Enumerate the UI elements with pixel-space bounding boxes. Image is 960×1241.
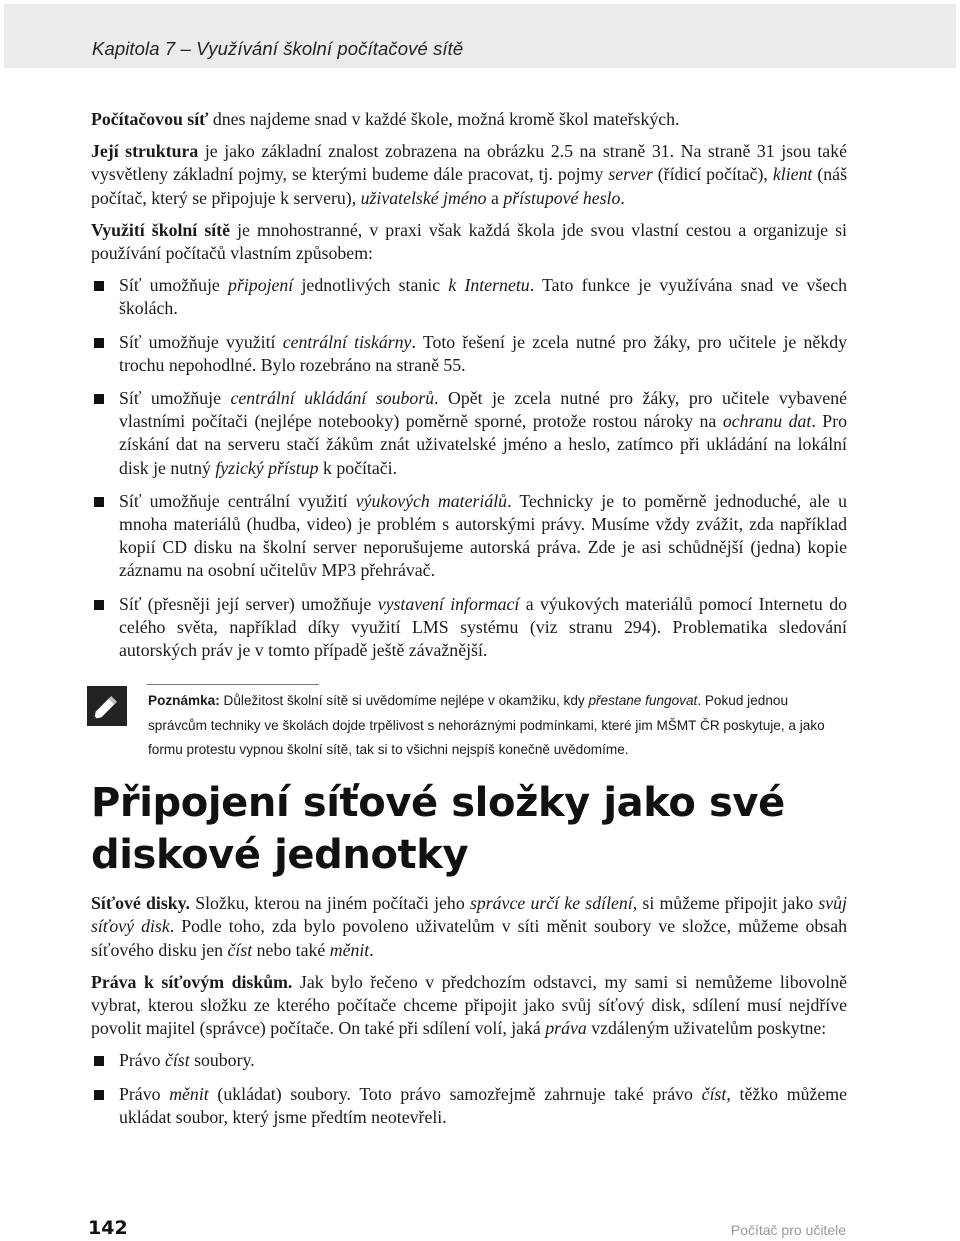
list-item: Síť (přesněji její server) umožňuje vystavení informací a výukových materiálů pomocí Internetu do celého světa, například díky využití LMS systému (viz stranu 294). Problematika sledování autorských práv je v tomto případě ještě závažnější. bbox=[91, 593, 847, 663]
term-italic: klient bbox=[772, 164, 813, 185]
note-divider bbox=[147, 684, 319, 685]
list-item: Právo měnit (ukládat) soubory. Toto právo samozřejmě zahrnuje také právo číst, těžko můžeme ukládat soubor, který jsme předtím neotevřeli. bbox=[91, 1083, 847, 1129]
page-number: 142 bbox=[88, 1217, 128, 1239]
book-title: Počítač pro učitele bbox=[730, 1222, 846, 1238]
network-uses-list bbox=[91, 274, 847, 662]
term-bold: Její struktura bbox=[91, 141, 199, 162]
text: je jako základní znalost zobrazena na obrázku 2.5 na straně 31. Na straně 31 jsou také vysvětleny základní pojmy, se kterými budeme dále pracovat, tj. pojmy bbox=[91, 141, 847, 185]
bullet-square-icon bbox=[94, 394, 104, 404]
page-content bbox=[91, 108, 847, 1139]
bullet-square-icon bbox=[94, 338, 104, 348]
note-text: Poznámka: Důležitost školní sítě si uvědomíme nejlépe v okamžiku, kdy přestane fungovat. Pokud jednou správcům techniky ve školách dojde trpělivost s nehoráznými podmínkami, které jim MŠMT ČR poskytuje, a jako formu protestu vypnou školní sítě, tak si to všichni nejspíš konečně uvědomíme. bbox=[148, 693, 825, 758]
text: (náš počítač, který se připojuje k serveru), bbox=[91, 164, 847, 208]
note-box bbox=[91, 684, 847, 762]
intro-paragraph-1 bbox=[91, 108, 847, 131]
bullet-square-icon bbox=[94, 1056, 104, 1066]
term-italic: přístupové heslo bbox=[503, 187, 621, 208]
pencil-note-icon bbox=[87, 686, 127, 726]
bullet-square-icon bbox=[94, 497, 104, 507]
text: je mnohostranné, v praxi však každá škola jde svou vlastní cestou a organizuje si používání počítačů vlastním způsobem: bbox=[91, 219, 847, 264]
term-italic: server bbox=[608, 164, 653, 185]
term-bold: Počítačovou síť bbox=[91, 109, 209, 129]
list-item: Síť umožňuje centrální ukládání souborů. Opět je zcela nutné pro žáky, pro učitele vybavené vlastními počítači (nejlépe notebooky) poměrně sporné, protože rostou nároky na ochranu dat. Pro získání dat na serveru stačí žákům znát uživatelské jméno a heslo, zatímco při ukládání na lokální disk je nutný fyzický přístup k počítači. bbox=[91, 387, 847, 480]
page-header bbox=[4, 4, 956, 68]
section-paragraph-2: Práva k síťovým diskům. Jak bylo řečeno v předchozím odstavci, my sami si nemůžeme libovolně vybrat, kterou složku ze kterého počítače chceme připojit jako svůj síťový disk, sdílení musí nejdříve povolit majitel (správce) počítače. On také při sdílení volí, jaká práva vzdáleným uživatelům poskytne: bbox=[91, 971, 847, 1039]
chapter-title: Kapitola 7 – Využívání školní počítačové sítě bbox=[92, 38, 464, 59]
intro-paragraph-2 bbox=[91, 140, 847, 210]
note-label: Poznámka: bbox=[148, 693, 220, 709]
term-bold: Využití školní sítě bbox=[91, 219, 231, 240]
intro-paragraph-3 bbox=[91, 219, 847, 265]
list-item: Právo číst soubory. bbox=[91, 1049, 847, 1072]
section-paragraph-1: Síťové disky. Složku, kterou na jiném počítači jeho správce určí ke sdílení, si můžeme připojit jako svůj síťový disk. Podle toho, zda bylo povoleno uživatelům v síti měnit soubory ve složce, můžeme obsah síťového disku jen číst nebo také měnit. bbox=[91, 893, 847, 960]
list-item: Síť umožňuje využití centrální tiskárny. Toto řešení je zcela nutné pro žáky, pro učitele je někdy trochu nepohodlné. Bylo rozebráno na straně 55. bbox=[91, 331, 847, 377]
term-italic: uživatelské jméno bbox=[360, 187, 487, 208]
text: dnes najdeme snad v každé škole, možná kromě škol mateřských. bbox=[208, 109, 680, 129]
text: a bbox=[486, 187, 504, 208]
bullet-square-icon bbox=[94, 600, 104, 610]
text: (řídicí počítač), bbox=[652, 164, 773, 185]
term-bold: Práva k síťovým diskům. bbox=[91, 971, 293, 992]
bullet-square-icon bbox=[94, 281, 104, 291]
text: . bbox=[620, 187, 625, 208]
rights-list bbox=[91, 1049, 847, 1129]
section-heading: Připojení síťové složky jako své diskové jednotky bbox=[91, 780, 785, 879]
list-item: Síť umožňuje centrální využití výukových materiálů. Technicky je to poměrně jednoduché, ale u mnoha materiálů (hudba, video) je problém s autorskými právy. Musíme vždy zvážit, zda například kopií CD disku na školní server neporušujeme autorská práva. Zde je asi schůdnější (jedna) kopie záznamu na osobní učitelův MP3 přehrávač. bbox=[91, 490, 847, 583]
list-item: Síť umožňuje připojení jednotlivých stanic k Internetu. Tato funkce je využívána snad ve všech školách. bbox=[91, 274, 847, 320]
bullet-square-icon bbox=[94, 1090, 104, 1100]
term-bold: Síťové disky. bbox=[91, 893, 190, 914]
